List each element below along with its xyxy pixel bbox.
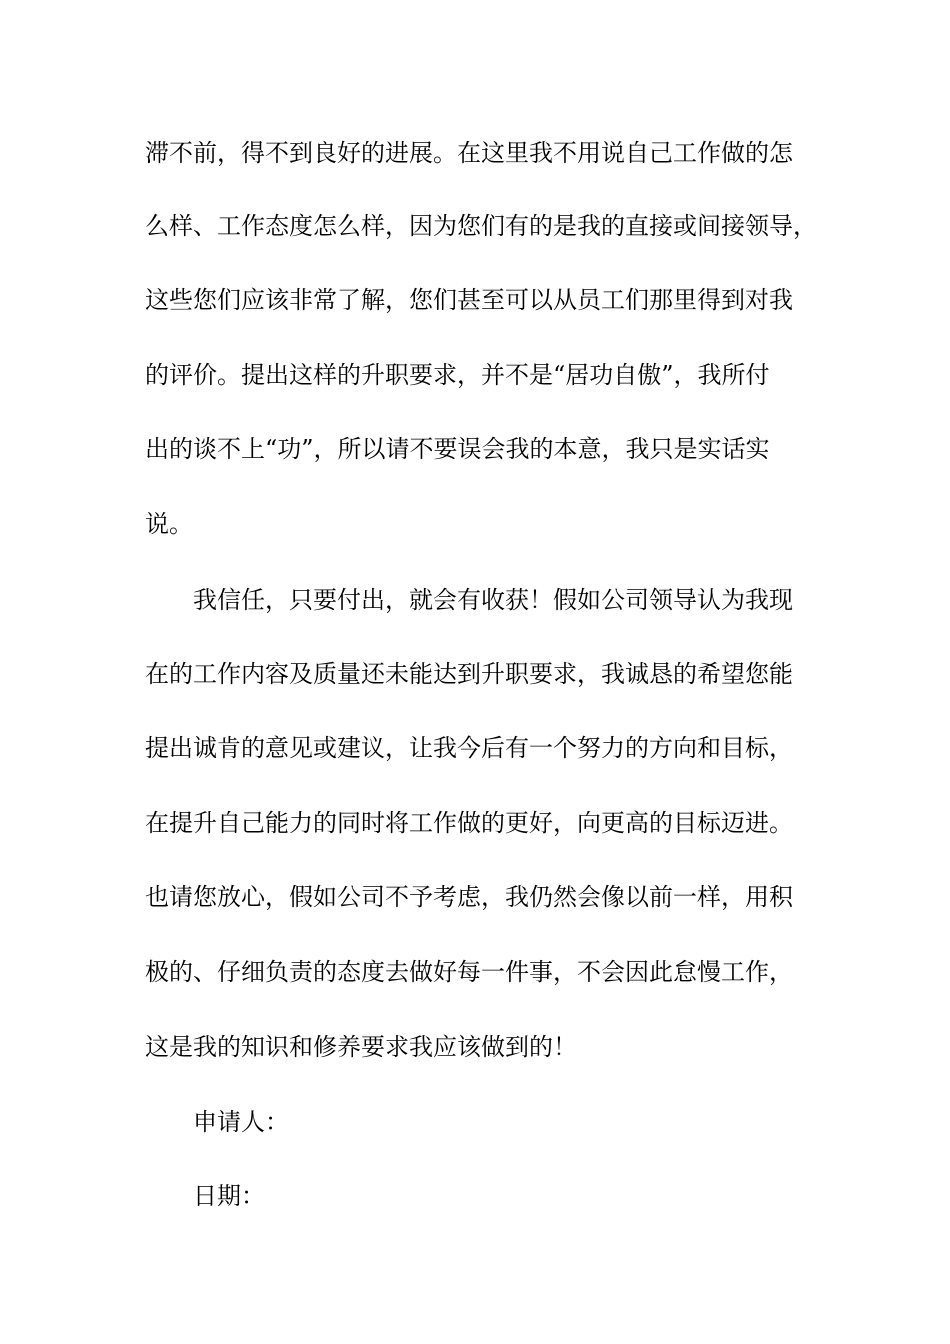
paragraph-line: 在的工作内容及质量还未能达到升职要求，我诚恳的希望您能 xyxy=(145,660,793,688)
paragraph-line: 这些您们应该非常了解，您们甚至可以从员工们那里得到对我 xyxy=(145,286,793,314)
paragraph-line: 的评价。提出这样的升职要求，并不是“居功自傲”，我所付 xyxy=(145,361,770,389)
paragraph-line: 出的谈不上“功”，所以请不要误会我的本意，我只是实话实 xyxy=(145,435,770,463)
paragraph-line: 这是我的知识和修养要求我应该做到的！ xyxy=(145,1033,577,1061)
applicant-label: 申请人： xyxy=(193,1108,289,1136)
date-label: 日期： xyxy=(193,1182,265,1210)
paragraph-line: 也请您放心，假如公司不予考虑，我仍然会像以前一样，用积 xyxy=(145,883,793,911)
paragraph-line: 极的、仔细负责的态度去做好每一件事，不会因此怠慢工作， xyxy=(145,958,793,986)
paragraph-line: 我信任，只要付出，就会有收获！假如公司领导认为我现 xyxy=(193,586,793,614)
paragraph-line: 滞不前，得不到良好的进展。在这里我不用说自己工作做的怎 xyxy=(145,139,793,167)
paragraph-line: 在提升自己能力的同时将工作做的更好，向更高的目标迈进。 xyxy=(145,809,793,837)
paragraph-line: 说。 xyxy=(145,510,193,538)
paragraph-line: 提出诚肯的意见或建议，让我今后有一个努力的方向和目标， xyxy=(145,734,793,762)
paragraph-line: 么样、工作态度怎么样，因为您们有的是我的直接或间接领导， xyxy=(145,212,817,240)
